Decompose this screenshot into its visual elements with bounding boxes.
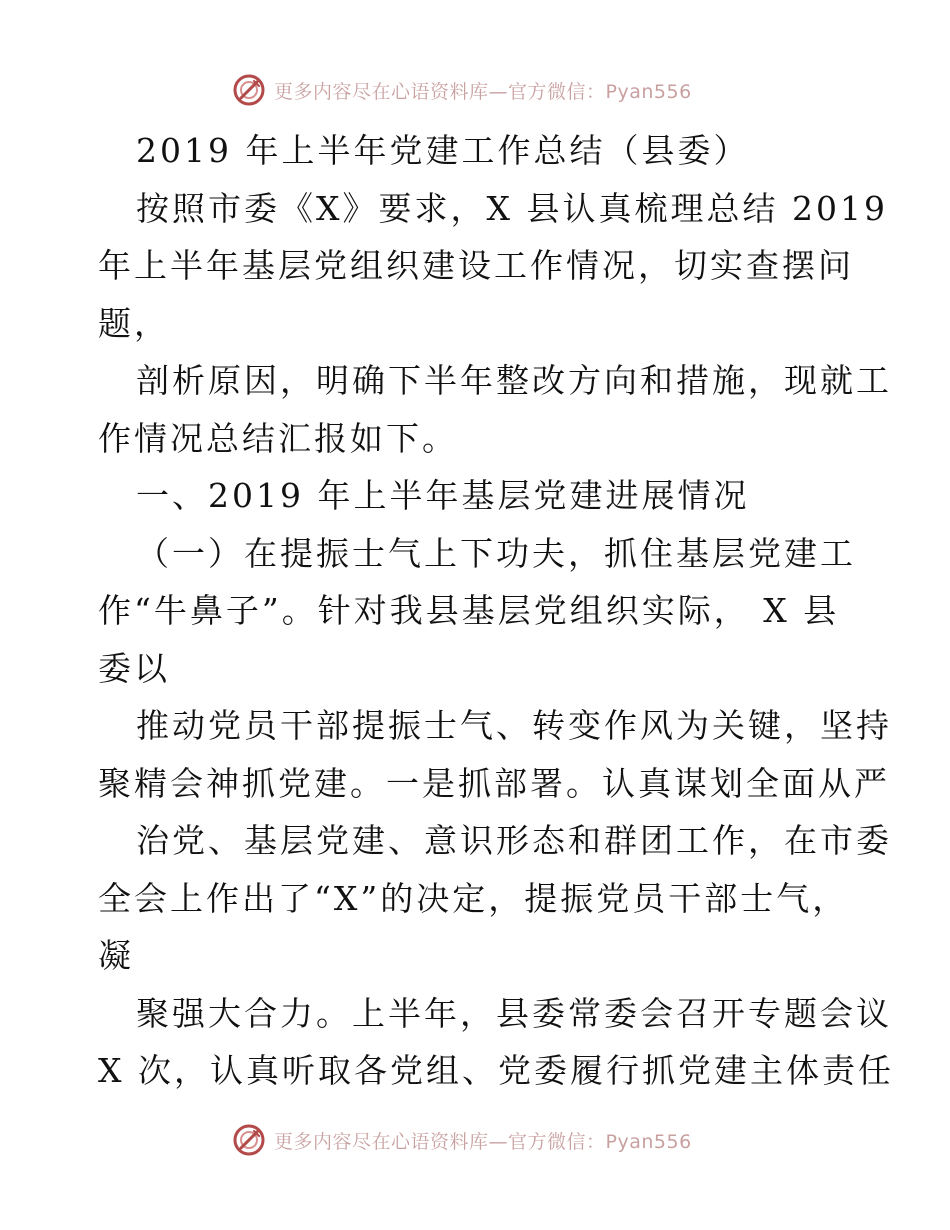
watermark-text: 更多内容尽在心语资料库—官方微信：Pyan556 [274, 1130, 692, 1153]
paragraph-line: 题， [98, 303, 170, 343]
doc-title: 2019 年上半年党建工作总结（县委） [136, 131, 750, 170]
paragraph-line: 凝 [98, 936, 134, 975]
paragraph-line: 聚精会神抓党建。一是抓部署。认真谋划全面从严 [98, 763, 890, 803]
paragraph-line: 推动党员干部提振士气、转变作风为关键，坚持 [136, 706, 892, 745]
watermark-logo-icon [232, 73, 266, 107]
watermark-logo-icon [232, 1123, 266, 1157]
paragraph-line: 作情况总结汇报如下。 [98, 418, 458, 458]
section-heading: 一、2019 年上半年基层党建进展情况 [136, 476, 750, 515]
document-body [98, 122, 894, 1100]
paragraph-line: 聚强大合力。上半年，县委常委会召开专题会议 [136, 993, 892, 1033]
paragraph-line: 委以 [98, 648, 170, 688]
paragraph-line: X 次，认真听取各党组、党委履行抓党建主体责任 [98, 1051, 894, 1090]
paragraph-line: 治党、基层党建、意识形态和群团工作，在市委 [136, 821, 892, 860]
paragraph-line: 作“牛鼻子”。针对我县基层党组织实际， X 县 [98, 591, 840, 630]
subsection-heading: （一）在提振士气上下功夫，抓住基层党建工 [136, 533, 856, 573]
watermark-footer [232, 1122, 712, 1158]
paragraph-line: 年上半年基层党组织建设工作情况，切实查摆问 [98, 246, 854, 285]
watermark-header [232, 72, 712, 108]
paragraph-line: 按照市委《X》要求，X 县认真梳理总结 2019 [136, 188, 888, 228]
paragraph-line: 全会上作出了“X”的决定，提振党员干部士气， [98, 878, 849, 918]
paragraph-line: 剖析原因，明确下半年整改方向和措施，现就工 [136, 361, 892, 400]
watermark-text: 更多内容尽在心语资料库—官方微信：Pyan556 [274, 80, 692, 103]
